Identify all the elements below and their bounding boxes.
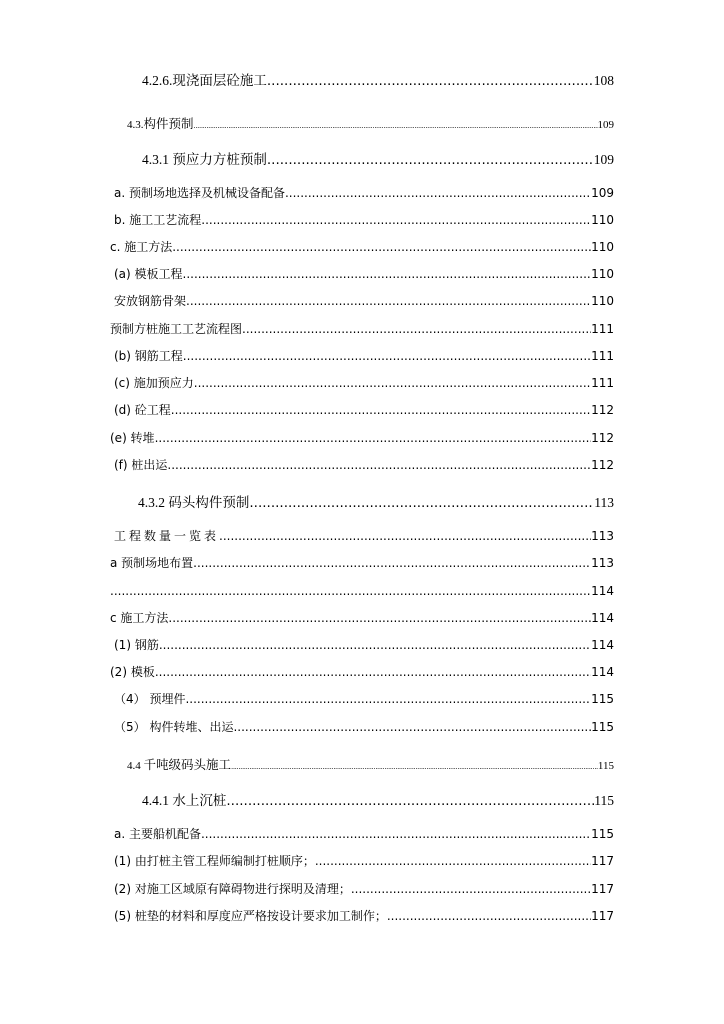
toc-entry-title: 现浇面层砼施工 bbox=[172, 73, 267, 89]
toc-entry-page: 114 bbox=[591, 611, 614, 625]
toc-entry-title: (f) 桩出运 bbox=[114, 458, 168, 472]
toc-entry-title: (c) 施加预应力 bbox=[114, 376, 194, 390]
toc-entry-page: 115 bbox=[591, 720, 614, 734]
toc-entry-page: 112 bbox=[591, 458, 614, 472]
toc-entry-title: (2) 对施工区域原有障碍物进行探明及清理； bbox=[114, 882, 351, 896]
toc-leader-dots bbox=[201, 825, 591, 843]
toc-entry-page: 115 bbox=[591, 827, 614, 841]
toc-entry bbox=[114, 184, 614, 202]
toc-entry-page: 111 bbox=[591, 376, 614, 390]
toc-leader-dots bbox=[267, 72, 594, 90]
toc-leader-dots bbox=[168, 609, 591, 627]
toc-entry-title: (2) 模板 bbox=[110, 665, 155, 679]
toc-entry-title: 千吨级码头施工 bbox=[143, 757, 232, 772]
toc-entry bbox=[138, 494, 614, 512]
toc-leader-dots bbox=[201, 211, 591, 229]
toc-entry-title: 水上沉桩 bbox=[172, 793, 227, 809]
toc-entry-title: （5） 构件转堆、出运 bbox=[114, 720, 234, 734]
toc-leader-dots bbox=[194, 374, 591, 392]
toc-entry bbox=[114, 907, 614, 925]
toc-entry bbox=[110, 238, 614, 256]
toc-entry-page: 114 bbox=[591, 665, 614, 679]
toc-entry-title: 构件预制 bbox=[143, 116, 194, 131]
toc-entry bbox=[114, 690, 614, 708]
toc-entry bbox=[114, 456, 614, 474]
toc-entry bbox=[127, 756, 614, 776]
toc-entry bbox=[142, 151, 614, 169]
toc-leader-dots bbox=[387, 907, 591, 925]
toc-leader-dots bbox=[249, 494, 594, 512]
toc-entry bbox=[114, 347, 614, 365]
toc-leader-dots bbox=[171, 401, 591, 419]
toc-entry-page: 115 bbox=[594, 793, 614, 808]
toc-entry-page: 111 bbox=[591, 322, 614, 336]
toc-entry bbox=[110, 582, 614, 600]
toc-entry bbox=[114, 718, 614, 736]
toc-entry-page: 110 bbox=[591, 213, 614, 227]
toc-entry bbox=[114, 211, 614, 229]
toc-leader-dots bbox=[267, 151, 594, 169]
toc-entry-page: 111 bbox=[591, 349, 614, 363]
toc-entry-title: a. 预制场地选择及机械设备配备 bbox=[114, 186, 285, 200]
toc-entry bbox=[110, 429, 614, 447]
toc-entry-number: 4.3.2 bbox=[138, 495, 169, 510]
toc-entry-page: 110 bbox=[591, 240, 614, 254]
toc-entry-number: 4.4 bbox=[127, 760, 144, 772]
toc-entry bbox=[114, 636, 614, 654]
toc-entry-title: (b) 钢筋工程 bbox=[114, 349, 183, 363]
toc-entry-page: 112 bbox=[591, 431, 614, 445]
toc-entry-page: 117 bbox=[591, 854, 614, 868]
toc-entry-page: 113 bbox=[591, 529, 614, 543]
toc-entry-page: 109 bbox=[597, 119, 614, 131]
toc-entry-page: 113 bbox=[591, 556, 614, 570]
toc-leader-dots bbox=[351, 880, 591, 898]
toc-leader-dots bbox=[231, 758, 598, 776]
toc-entry bbox=[114, 825, 614, 843]
toc-entry-title: b. 施工工艺流程 bbox=[114, 213, 202, 227]
toc-entry bbox=[142, 72, 614, 90]
toc-entry-number: 4.3. bbox=[127, 119, 144, 131]
toc-entry bbox=[114, 852, 614, 870]
toc-entry bbox=[114, 880, 614, 898]
toc-leader-dots bbox=[193, 554, 591, 572]
toc-entry-title: 预应力方桩预制 bbox=[172, 152, 267, 168]
toc-entry-title: a 预制场地布置 bbox=[110, 556, 194, 570]
toc-leader-dots bbox=[155, 429, 592, 447]
toc-leader-dots bbox=[167, 456, 591, 474]
toc-entry bbox=[110, 554, 614, 572]
toc-leader-dots bbox=[155, 663, 591, 681]
toc-entry bbox=[114, 527, 614, 545]
toc-entry-title: 码头构件预制 bbox=[168, 495, 250, 511]
toc-leader-dots bbox=[315, 852, 591, 870]
toc-entry-page: 112 bbox=[591, 403, 614, 417]
toc-leader-dots bbox=[183, 265, 592, 283]
toc-entry bbox=[114, 401, 614, 419]
toc-entry-title: (e) 转堆 bbox=[110, 431, 155, 445]
toc-entry-title: （4） 预埋件 bbox=[114, 692, 186, 706]
toc-leader-dots bbox=[186, 292, 591, 310]
toc-entry bbox=[110, 320, 614, 338]
toc-entry-page: 110 bbox=[591, 267, 614, 281]
toc-entry-title: 预制方桩施工工艺流程图 bbox=[110, 322, 243, 336]
toc-entry bbox=[127, 115, 614, 135]
toc-entry bbox=[114, 292, 614, 310]
toc-entry-title: (1) 钢筋 bbox=[114, 638, 159, 652]
toc-entry-number: 4.3.1 bbox=[142, 152, 173, 167]
toc-leader-dots bbox=[285, 184, 591, 202]
toc-entry-page: 114 bbox=[591, 584, 614, 598]
toc-entry bbox=[114, 374, 614, 392]
toc-entry-title: (d) 砼工程 bbox=[114, 403, 171, 417]
toc-leader-dots bbox=[110, 582, 591, 600]
toc-leader-dots bbox=[242, 320, 591, 338]
toc-entry-page: 114 bbox=[591, 638, 614, 652]
toc-entry bbox=[114, 265, 614, 283]
toc-leader-dots bbox=[159, 636, 591, 654]
toc-entry-title: 工程数量一览表 bbox=[114, 529, 220, 543]
toc-leader-dots bbox=[183, 347, 591, 365]
toc-leader-dots bbox=[194, 117, 598, 135]
toc-entry bbox=[110, 609, 614, 627]
toc-leader-dots bbox=[226, 792, 594, 810]
toc-leader-dots bbox=[185, 690, 591, 708]
toc-entry-title: c 施工方法 bbox=[110, 611, 169, 625]
toc-entry-page: 110 bbox=[591, 294, 614, 308]
toc-entry-title: a. 主要船机配备 bbox=[114, 827, 201, 841]
toc-entry-page: 109 bbox=[591, 186, 614, 200]
toc-entry-page: 108 bbox=[593, 73, 614, 88]
toc-entry-page: 113 bbox=[594, 495, 614, 510]
toc-leader-dots bbox=[172, 238, 591, 256]
toc-entry-page: 115 bbox=[591, 692, 614, 706]
toc-leader-dots bbox=[233, 718, 591, 736]
toc-entry-page: 109 bbox=[593, 152, 614, 167]
toc-entry-title: c. 施工方法 bbox=[110, 240, 173, 254]
toc-entry-page: 115 bbox=[597, 760, 614, 772]
toc-entry-title: (1) 由打桩主管工程师编制打桩顺序； bbox=[114, 854, 315, 868]
toc-entry-number: 4.4.1 bbox=[142, 793, 173, 808]
toc-entry-title: (5) 桩垫的材料和厚度应严格按设计要求加工制作； bbox=[114, 909, 387, 923]
toc-entry-page: 117 bbox=[591, 909, 614, 923]
toc-entry bbox=[110, 663, 614, 681]
toc-entry-title: (a) 模板工程 bbox=[114, 267, 183, 281]
toc-entry-title: 安放钢筋骨架 bbox=[114, 294, 187, 308]
toc-leader-dots bbox=[219, 527, 591, 545]
toc-entry bbox=[142, 792, 614, 810]
toc-entry-page: 117 bbox=[591, 882, 614, 896]
toc-entry-number: 4.2.6. bbox=[142, 73, 173, 88]
